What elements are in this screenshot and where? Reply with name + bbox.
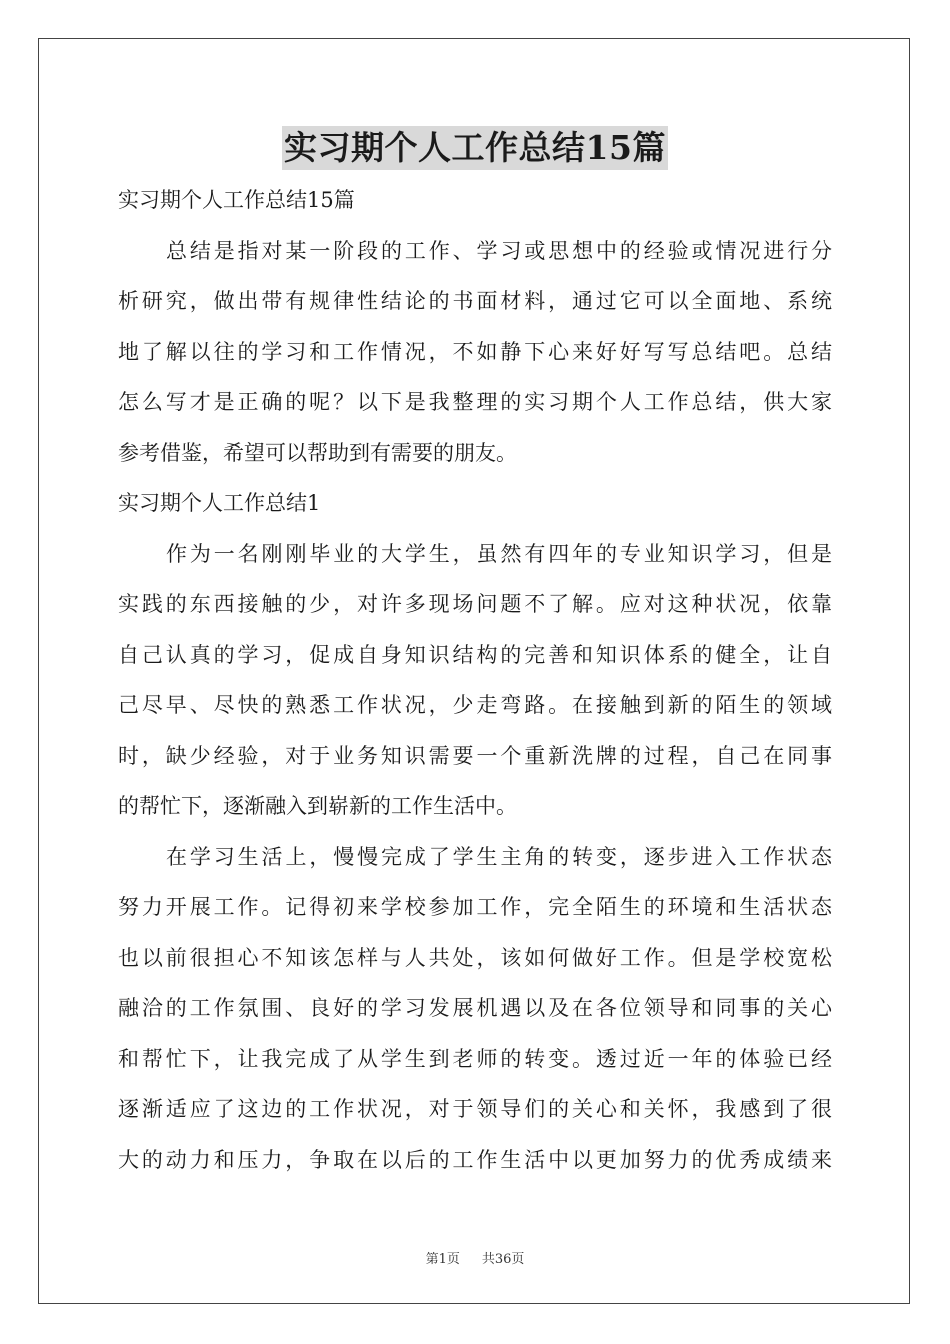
paragraph-line: 总结是指对某一阶段的工作、学习或思想中的经验或情况进行分 (166, 238, 832, 263)
paragraph-line: 和帮忙下，让我完成了从学生到老师的转变。透过近一年的体验已经 (118, 1046, 832, 1071)
paragraph-line: 地了解以往的学习和工作情况，不如静下心来好好写写总结吧。总结 (118, 339, 832, 364)
paragraph-line: 实践的东西接触的少，对许多现场问题不了解。应对这种状况，依靠 (118, 592, 832, 616)
paragraph-line: 努力开展工作。记得初来学校参加工作，完全陌生的环境和生活状态 (118, 895, 832, 919)
document-subtitle: 实习期个人工作总结15篇 (118, 188, 355, 212)
document-title: 实习期个人工作总结15篇 (282, 126, 668, 170)
paragraph-line: 大的动力和压力，争取在以后的工作生活中以更加努力的优秀成绩来 (118, 1147, 832, 1172)
paragraph-line: 作为一名刚刚毕业的大学生，虽然有四年的专业知识学习，但是 (166, 541, 832, 566)
paragraph-line: 参考借鉴，希望可以帮助到有需要的朋友。 (118, 440, 517, 465)
paragraph-line: 融洽的工作氛围、良好的学习发展机遇以及在各位领导和同事的关心 (118, 996, 832, 1020)
document-body (118, 175, 832, 1185)
page-footer (0, 1248, 950, 1267)
paragraph-line: 时，缺少经验，对于业务知识需要一个重新洗牌的过程，自己在同事 (118, 743, 832, 768)
paragraph-line: 怎么写才是正确的呢？以下是我整理的实习期个人工作总结，供大家 (118, 390, 832, 414)
paragraph-line: 己尽早、尽快的熟悉工作状况，少走弯路。在接触到新的陌生的领域 (118, 693, 832, 717)
paragraph-line: 也以前很担心不知该怎样与人共处，该如何做好工作。但是学校宽松 (118, 945, 832, 970)
body-paragraph-2 (118, 832, 832, 1186)
paragraph-line: 自己认真的学习，促成自身知识结构的完善和知识体系的健全，让自 (118, 642, 832, 667)
page-number: 第1页 (425, 1252, 460, 1267)
paragraph-line: 在学习生活上，慢慢完成了学生主角的转变，逐步进入工作状态 (166, 844, 832, 869)
paragraph-line: 的帮忙下，逐渐融入到崭新的工作生活中。 (118, 794, 517, 818)
paragraph-line: 析研究，做出带有规律性结论的书面材料，通过它可以全面地、系统 (118, 289, 832, 313)
intro-paragraph (118, 226, 832, 479)
page-total: 共36页 (481, 1252, 525, 1267)
section-heading: 实习期个人工作总结1 (118, 491, 321, 515)
body-paragraph-1 (118, 529, 832, 832)
paragraph-line: 逐渐适应了这边的工作状况，对于领导们的关心和关怀，我感到了很 (118, 1097, 832, 1121)
title-container (0, 126, 950, 170)
